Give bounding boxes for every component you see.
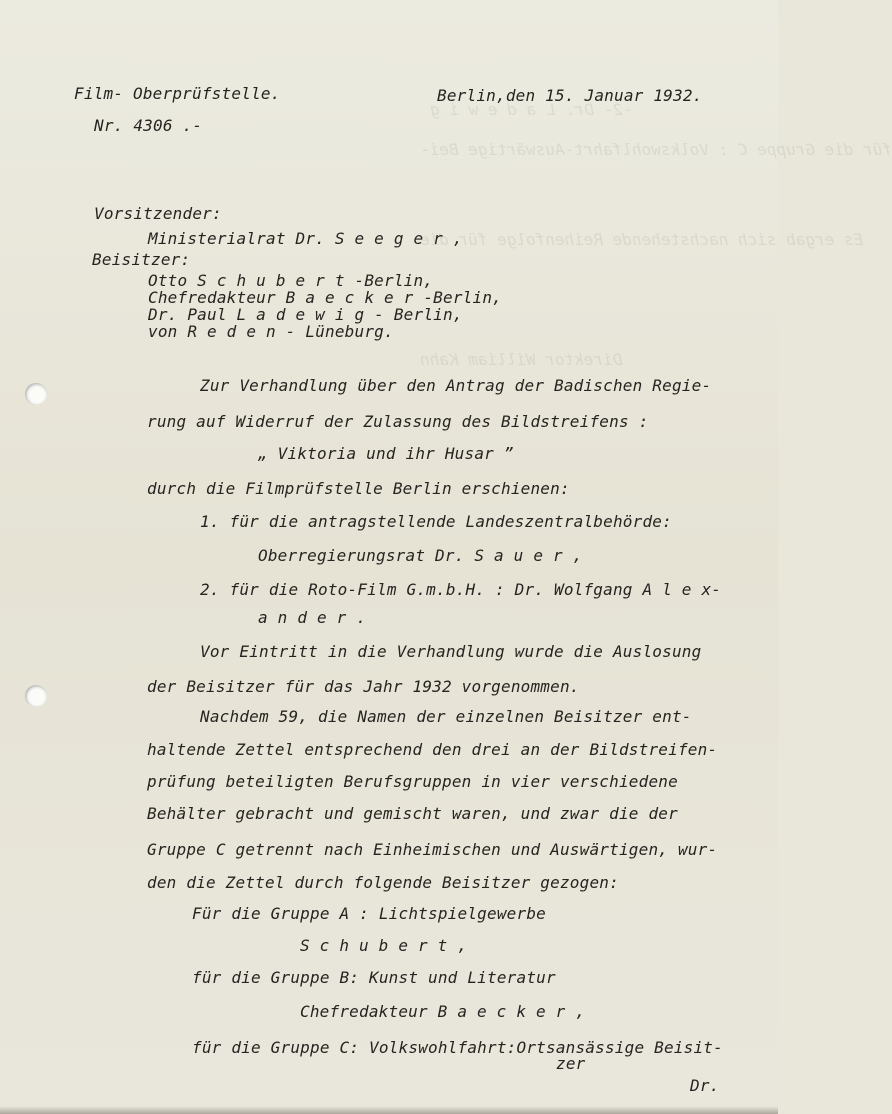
- body-line: Chefredakteur B a e c k e r ,: [300, 1002, 586, 1021]
- body-line: Oberregierungsrat Dr. S a u e r ,: [258, 546, 583, 565]
- body-line: Für die Gruppe A : Lichtspielgewerbe: [192, 904, 546, 923]
- place-date: Berlin,den 15. Januar 1932.: [437, 86, 703, 105]
- chair-label: Vorsitzender:: [94, 204, 222, 223]
- body-line: Vor Eintritt in die Verhandlung wurde die Auslosung: [200, 642, 702, 661]
- punch-hole: [25, 685, 47, 707]
- body-line: 1. für die antragstellende Landeszentralbehörde:: [200, 512, 672, 531]
- page-edge-shadow: [0, 1106, 778, 1114]
- body-line: Nachdem 59, die Namen der einzelnen Beisitzer ent-: [200, 707, 692, 726]
- assessor-line: Chefredakteur B a e c k e r -Berlin,: [148, 288, 502, 307]
- body-line: 2. für die Roto-Film G.m.b.H. : Dr. Wolfgang A l e x-: [200, 580, 722, 599]
- assessor-line: Dr. Paul L a d e w i g - Berlin,: [148, 305, 463, 324]
- body-line: Zur Verhandlung über den Antrag der Badischen Regie-: [200, 376, 712, 395]
- bleed-through-text: -2- Dr. L a d e w i g: [430, 100, 633, 119]
- bleed-through-text: Direktor William Kahn: [420, 350, 623, 369]
- assessors-label: Beisitzer:: [92, 250, 191, 269]
- document-number: Nr. 4306 .-: [94, 116, 203, 135]
- body-line: S c h u b e r t ,: [300, 936, 468, 955]
- body-line: den die Zettel durch folgende Beisitzer gezogen:: [147, 873, 619, 892]
- body-line: durch die Filmprüfstelle Berlin erschienen:: [147, 479, 570, 498]
- assessor-line: von R e d e n - Lüneburg.: [148, 322, 394, 341]
- film-title: „ Viktoria und ihr Husar ”: [258, 444, 514, 463]
- office-name: Film- Oberprüfstelle.: [74, 84, 281, 103]
- body-line: rung auf Widerruf der Zulassung des Bildstreifens :: [147, 412, 649, 431]
- body-line: der Beisitzer für das Jahr 1932 vorgenommen.: [147, 677, 580, 696]
- body-line: Gruppe C getrennt nach Einheimischen und Auswärtigen, wur-: [147, 840, 718, 859]
- body-line: a n d e r .: [258, 608, 367, 627]
- body-line: für die Gruppe C: Volkswohlfahrt:Ortsansässige Beisit-: [192, 1038, 723, 1057]
- body-line: prüfung beteiligten Berufsgruppen in vier verschiedene: [147, 772, 678, 791]
- body-line: zer: [556, 1054, 586, 1073]
- body-line: Behälter gebracht und gemischt waren, und zwar die der: [147, 804, 678, 823]
- page-catchword: Dr.: [690, 1076, 720, 1095]
- chair-name: Ministerialrat Dr. S e e g e r ,: [148, 229, 463, 248]
- bleed-through-text: für die Gruppe C : Volkswohlfahrt-Auswärtige Bei-: [420, 140, 892, 159]
- body-line: haltende Zettel entsprechend den drei an der Bildstreifen-: [147, 740, 718, 759]
- body-line: für die Gruppe B: Kunst und Literatur: [192, 968, 556, 987]
- assessor-line: Otto S c h u b e r t -Berlin,: [148, 271, 434, 290]
- bleed-through-text: Es ergab sich nachstehende Reihenfolge für die: [420, 230, 864, 249]
- punch-hole: [25, 383, 47, 405]
